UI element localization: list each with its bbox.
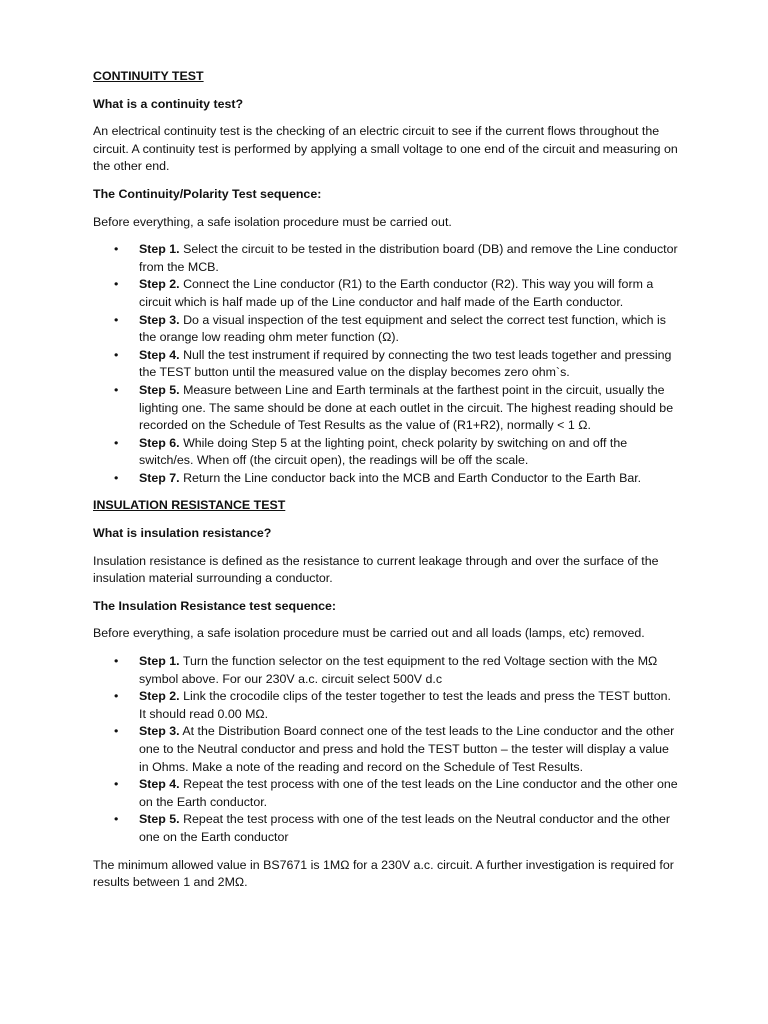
step-label: Step 5. [139, 812, 180, 827]
list-item [93, 276, 680, 311]
list-item [93, 435, 680, 470]
list-item [93, 811, 680, 846]
insulation-closing: The minimum allowed value in BS7671 is 1MΩ for a 230V a.c. circuit. A further investigation is required for results between 1 and 2MΩ. [93, 857, 674, 890]
step-label: Step 5. [139, 382, 180, 397]
step-label: Step 3. [139, 724, 180, 739]
list-item [93, 470, 680, 488]
step-label: Step 6. [139, 435, 180, 450]
insulation-title: INSULATION RESISTANCE TEST [93, 498, 286, 513]
list-item [93, 653, 680, 688]
bullet: • [114, 435, 119, 450]
list-item [93, 241, 680, 276]
list-item [93, 312, 680, 347]
bullet: • [114, 777, 119, 792]
insulation-pre: Before everything, a safe isolation procedure must be carried out and all loads (lamps, etc) removed. [93, 626, 645, 641]
bullet: • [114, 689, 119, 704]
continuity-title: CONTINUITY TEST [93, 69, 204, 83]
step-text: Measure between Line and Earth terminals at the farthest point in the circuit, usually the lighting one. The same should be done at each outlet in the circuit. The highest reading should be recorded on the Schedule of Test Results as the value of (R1+R2), normally < 1 Ω. [139, 382, 674, 433]
step-text: Return the Line conductor back into the MCB and Earth Conductor to the Earth Bar. [179, 470, 642, 485]
continuity-steps-list [93, 241, 680, 487]
bullet: • [114, 812, 119, 827]
step-text: While doing Step 5 at the lighting point, check polarity by switching on and off the switch/es. When off (the circuit open), the readings will be off the scale. [139, 435, 628, 468]
list-item [93, 776, 680, 811]
bullet: • [114, 724, 119, 739]
bullet: • [114, 312, 119, 327]
step-label: Step 4. [139, 347, 180, 362]
continuity-intro: An electrical continuity test is the checking of an electric circuit to see if the current flows throughout the circuit. A continuity test is performed by applying a small voltage to one end of the circuit and measuring on the other end. [93, 124, 678, 174]
step-text: Null the test instrument if required by connecting the two test leads together and pressing the TEST button until the measured value on the display becomes zero ohm`s. [139, 347, 672, 380]
insulation-steps-list [93, 653, 680, 847]
bullet: • [114, 277, 119, 292]
continuity-pre: Before everything, a safe isolation procedure must be carried out. [93, 214, 452, 229]
list-item [93, 382, 680, 435]
step-text: Do a visual inspection of the test equipment and select the correct test function, which is the orange low reading ohm meter function (Ω). [139, 312, 666, 345]
step-text: Turn the function selector on the test equipment to the red Voltage section with the MΩ symbol above. For our 230V a.c. circuit select 500V d.c [139, 654, 658, 686]
insulation-question: What is insulation resistance? [93, 526, 272, 541]
insulation-intro: Insulation resistance is defined as the resistance to current leakage through and over the surface of the insulation material surrounding a conductor. [93, 553, 659, 586]
bullet: • [114, 382, 119, 397]
bullet: • [114, 654, 119, 669]
continuity-question: What is a continuity test? [93, 96, 244, 111]
list-item [93, 347, 680, 382]
step-text: Repeat the test process with one of the test leads on the Neutral conductor and the other one on the Earth conductor [139, 812, 671, 844]
step-text: Select the circuit to be tested in the distribution board (DB) and remove the Line conductor from the MCB. [139, 242, 678, 274]
list-item [93, 688, 680, 723]
step-label: Step 1. [139, 242, 180, 257]
step-label: Step 3. [139, 312, 180, 327]
step-text: Repeat the test process with one of the test leads on the Line conductor and the other one on the Earth conductor. [139, 777, 678, 809]
list-item [93, 723, 680, 776]
step-label: Step 7. [139, 470, 180, 485]
step-label: Step 2. [139, 689, 180, 704]
step-label: Step 4. [139, 777, 180, 792]
step-text: Connect the Line conductor (R1) to the Earth conductor (R2). This way you will form a circuit which is half made up of the Line conductor and half made of the Earth conductor. [139, 277, 654, 309]
insulation-sequence-title: The Insulation Resistance test sequence: [93, 598, 337, 613]
step-text: Link the crocodile clips of the tester together to test the leads and press the TEST button. It should read 0.00 MΩ. [139, 689, 671, 721]
bullet: • [114, 347, 119, 362]
continuity-sequence-title: The Continuity/Polarity Test sequence: [93, 186, 322, 201]
bullet: • [114, 470, 119, 485]
bullet: • [114, 242, 119, 257]
step-label: Step 2. [139, 277, 180, 292]
step-text: At the Distribution Board connect one of the test leads to the Line conductor and the other one to the Neutral conductor and press and hold the TEST button – the tester will display a value in Ohms. Make a note of the reading and record on the Schedule of Test Results. [139, 724, 675, 774]
step-label: Step 1. [139, 654, 180, 669]
